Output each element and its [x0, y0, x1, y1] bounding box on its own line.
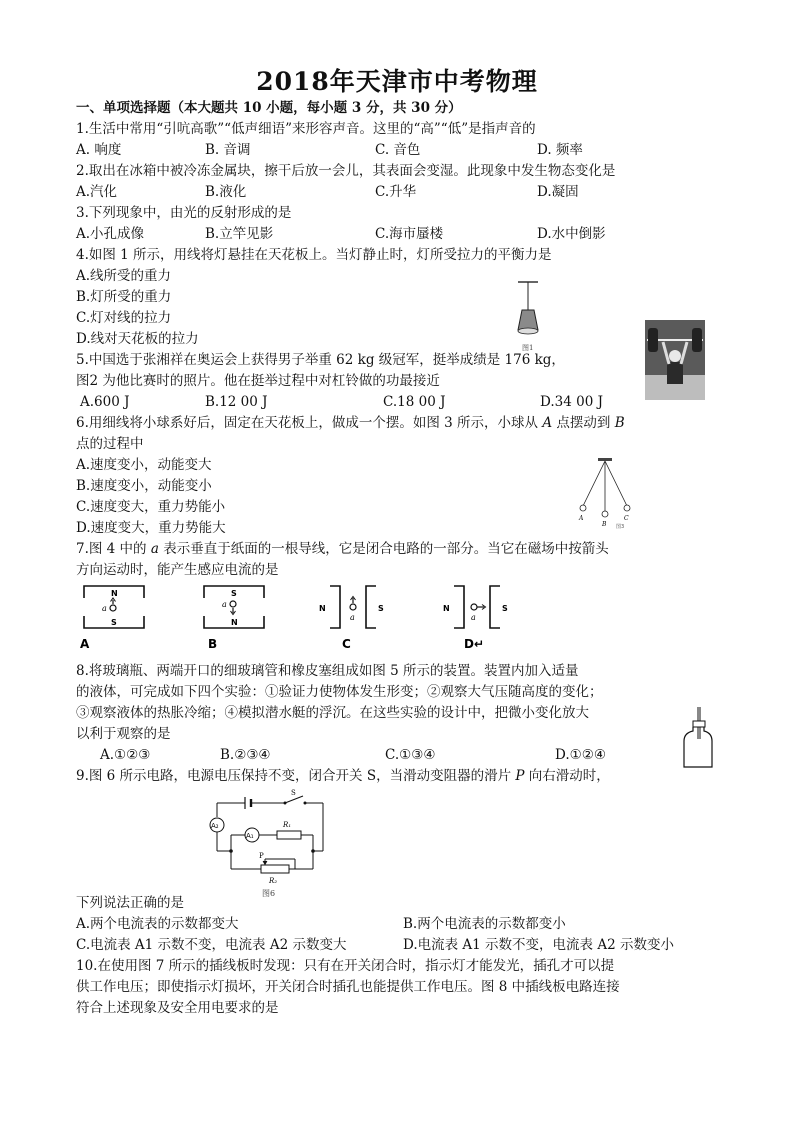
ammeter-a1-label: A₁	[246, 832, 254, 840]
pole-right: S	[502, 604, 508, 613]
q8-option-a: A.①②③	[100, 747, 151, 763]
q10-stem-line3: 符合上述现象及安全用电要求的是	[76, 1000, 279, 1016]
pole-left: N	[443, 604, 450, 613]
q6-point-b: B	[614, 415, 625, 431]
wire-a: a	[350, 613, 355, 622]
pole-left: N	[319, 604, 326, 613]
figure-4-option-b	[200, 582, 270, 650]
q2-stem: 2.取出在冰箱中被冷冻金属块，擦干后放一会儿，其表面会变湿。此现象中发生物态变化是	[76, 163, 616, 179]
q4-stem: 4.如图 1 所示，用线将灯悬挂在天花板上。当灯静止时，灯所受拉力的平衡力是	[76, 247, 552, 263]
q5-option-c: C.18 00 J	[383, 394, 446, 410]
page-title: 2018年天津市中考物理	[256, 67, 538, 96]
q1-stem: 1.生活中常用“引吭高歌”“低声细语”来形容声音。这里的“高”“低”是指声音的	[76, 121, 536, 137]
q7-stem-line1	[76, 539, 609, 559]
q3-stem: 3.下列现象中，由光的反射形成的是	[76, 205, 292, 221]
q6-option-c: C.速度变大，重力势能小	[76, 499, 226, 515]
ammeter-a2-label: A₂	[211, 822, 219, 830]
q8-option-b: B.②③④	[220, 747, 271, 763]
q1-option-d: D. 频率	[537, 142, 583, 158]
q9-option-d: D.电流表 A1 示数不变，电流表 A2 示数变小	[403, 937, 674, 953]
section-heading: 一、单项选择题（本大题共 10 小题，每小题 3 分，共 30 分）	[76, 100, 462, 116]
q9-stem-line1	[76, 766, 610, 786]
q9-stem-text: 9.图 6 所示电路，电源电压保持不变，闭合开关 S，当滑动变阻器的滑片	[76, 768, 512, 784]
pole-right: S	[378, 604, 384, 613]
pole-bottom: N	[231, 618, 238, 627]
pole-top: N	[111, 589, 118, 598]
q2-option-a: A.汽化	[76, 184, 118, 200]
q3-option-a: A.小孔成像	[76, 226, 145, 242]
q7-stem-line2: 方向运动时，能产生感应电流的是	[76, 562, 279, 578]
q5-option-b: B.12 00 J	[205, 394, 268, 410]
q10-stem-line1: 10.在使用图 7 所示的插线板时发现：只有在开关闭合时，指示灯才能发光，插孔才可以提	[76, 958, 615, 974]
r1-label: R₁	[283, 821, 292, 829]
q4-option-b: B.灯所受的重力	[76, 289, 172, 305]
r2-label: R₂	[269, 877, 278, 885]
switch-label: S	[291, 789, 296, 797]
figure-4-option-c	[316, 582, 388, 650]
fig4-label-a: A	[80, 637, 90, 650]
wire-a: a	[471, 613, 476, 622]
q9-option-c: C.电流表 A1 示数不变，电流表 A2 示数变大	[76, 937, 347, 953]
wire-a: a	[102, 604, 107, 613]
q7-stem-text-2: 表示垂直于纸面的一根导线，它是闭合电路的一部分。当它在磁场中按箭头	[163, 541, 609, 557]
fig4-label-d: D↵	[464, 637, 485, 650]
q2-option-d: D.凝固	[537, 184, 579, 200]
q5-option-a: A.600 J	[80, 394, 130, 410]
figure-5-bottle	[680, 705, 716, 771]
q7-wire-var: a	[150, 541, 159, 557]
q2-option-b: B.液化	[205, 184, 247, 200]
figure-1-lamp	[508, 280, 548, 344]
q9-stem-line2: 下列说法正确的是	[76, 895, 184, 911]
q5-stem-line1: 5.中国选于张湘祥在奥运会上获得男子举重 62 kg 级冠军，挺举成绩是 176 kg，	[76, 352, 565, 368]
q9-stem-text-2: 向右滑动时，	[528, 768, 610, 784]
figure-3-pendulum	[570, 456, 640, 530]
q7-stem-text: 7.图 4 中的	[76, 541, 147, 557]
q4-option-d: D.线对天花板的拉力	[76, 331, 199, 347]
figure-6-label: 图6	[262, 889, 276, 898]
q3-option-d: D.水中倒影	[537, 226, 606, 242]
q1-option-a: A. 响度	[76, 142, 122, 158]
q5-option-d: D.34 00 J	[540, 394, 603, 410]
pendulum-label-b: B	[602, 521, 607, 528]
pendulum-label-a: A	[579, 515, 584, 522]
q2-option-c: C.升华	[375, 184, 417, 200]
q8-stem-line2: 的液体，可完成如下四个实验：①验证力使物体发生形变；②观察大气压随高度的变化；	[76, 684, 603, 700]
q6-option-d: D.速度变大，重力势能大	[76, 520, 226, 536]
q6-stem-text: 6.用细线将小球系好后，固定在天花板上，做成一个摆。如图 3 所示，小球从	[76, 415, 539, 431]
figure-4-option-d	[440, 582, 516, 650]
q9-option-a: A.两个电流表的示数都变大	[76, 916, 239, 932]
pendulum-label-c: C	[624, 515, 629, 522]
q3-option-c: C.海市蜃楼	[375, 226, 444, 242]
figure-1-label: 图1	[522, 344, 534, 352]
q9-option-b: B.两个电流表的示数都变小	[403, 916, 566, 932]
pole-top: S	[231, 589, 237, 598]
figure-3-label: 图3	[616, 524, 625, 530]
q6-stem-line2: 点的过程中	[76, 436, 144, 452]
fig4-label-c: C	[342, 637, 351, 650]
q1-option-b: B. 音调	[205, 142, 251, 158]
slider-p-label: P	[259, 852, 264, 860]
q10-stem-line2: 供工作电压；即使指示灯损坏，开关闭合时插孔也能提供工作电压。图 8 中插线板电路连接	[76, 979, 620, 995]
q6-option-a: A.速度变小，动能变大	[76, 457, 212, 473]
q8-option-c: C.①③④	[385, 747, 436, 763]
q6-option-b: B.速度变小，动能变小	[76, 478, 212, 494]
q8-option-d: D.①②④	[555, 747, 606, 763]
q9-slider-var: P	[515, 768, 525, 784]
q4-option-c: C.灯对线的拉力	[76, 310, 172, 326]
q3-option-b: B.立竿见影	[205, 226, 274, 242]
q8-stem-line1: 8.将玻璃瓶、两端开口的细玻璃管和橡皮塞组成如图 5 所示的装置。装置内加入适量	[76, 663, 579, 679]
q6-point-a: A	[542, 415, 553, 431]
q8-stem-line3: ③观察液体的热胀冷缩；④模拟潜水艇的浮沉。在这些实验的设计中，把微小变化放大	[76, 705, 589, 721]
q4-option-a: A.线所受的重力	[76, 268, 172, 284]
q6-stem-text-2: 点摆动到	[556, 415, 611, 431]
fig4-label-b: B	[208, 637, 218, 650]
q1-option-c: C. 音色	[375, 142, 421, 158]
wire-a: a	[222, 600, 227, 609]
q6-stem-line1	[76, 413, 625, 433]
figure-4-option-a	[80, 582, 150, 650]
pole-bottom: S	[111, 618, 117, 627]
q5-stem-line2: 图2 为他比赛时的照片。他在挺举过程中对杠铃做的功最接近	[76, 373, 440, 389]
figure-2-weightlifter-photo	[645, 320, 705, 400]
figure-6-circuit	[205, 787, 335, 887]
q8-stem-line4: 以利于观察的是	[76, 726, 171, 742]
